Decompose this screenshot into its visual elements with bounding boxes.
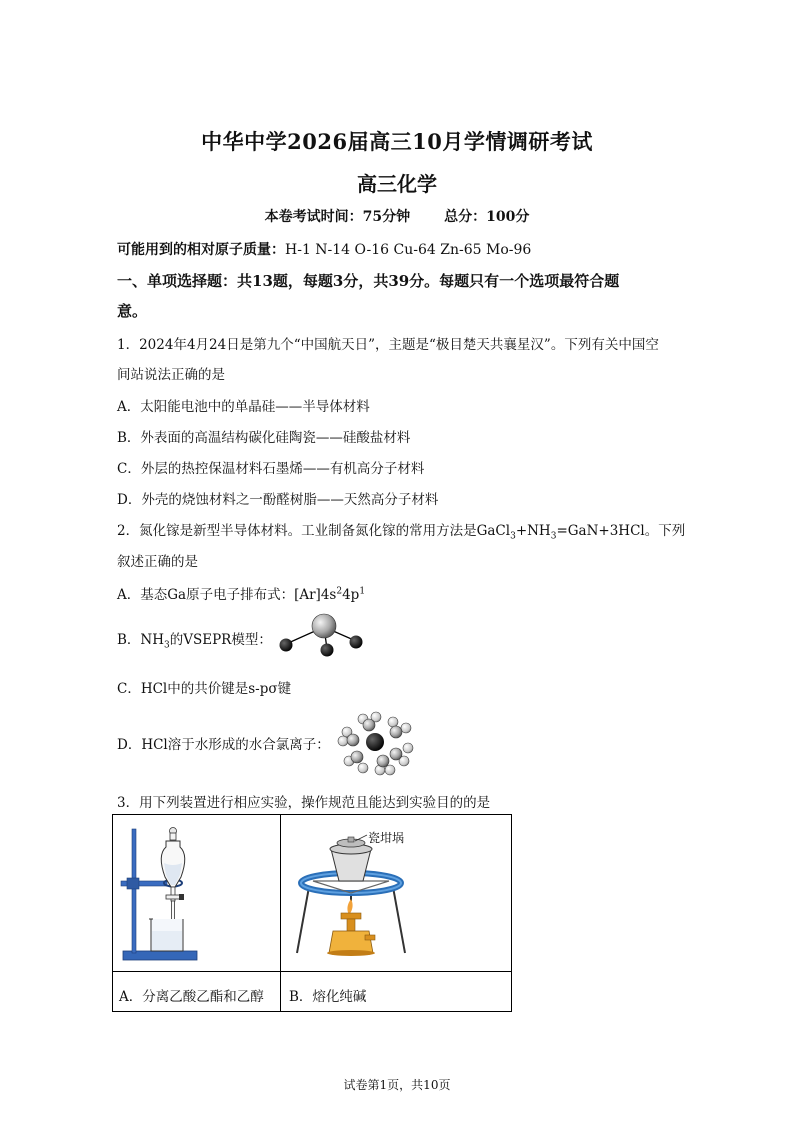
- q2-stem-line1: [117, 519, 686, 542]
- q1-option-c: C．外层的热控保温材料石墨烯——有机高分子材料: [117, 461, 425, 477]
- water-molecule-top-right: [388, 717, 411, 738]
- nh3-bond-atom-right: [350, 636, 363, 649]
- q3-stem: 3．用下列装置进行相应实验，操作规范且能达到实验目的的是: [117, 795, 491, 811]
- chloride-ion: [366, 733, 384, 751]
- water-molecule-bottom-left: [344, 751, 368, 773]
- page-footer: 试卷第1页，共10页: [343, 1078, 451, 1092]
- q2-option-a-sup2: 1: [359, 586, 366, 597]
- q1-option-a: A．太阳能电池中的单晶硅——半导体材料: [117, 399, 370, 415]
- q2-stem-text-c: =GaN+3HCl。下列: [556, 523, 686, 539]
- atomic-masses-values: H-1 N-14 O-16 Cu-64 Zn-65 Mo-96: [285, 242, 532, 258]
- subject-title: 高三化学: [357, 172, 437, 196]
- atomic-masses: [117, 239, 531, 259]
- exam-title: 中华中学2026届高三10月学情调研考试: [201, 129, 593, 154]
- crucible-label: 瓷坩埚: [368, 831, 405, 845]
- section1-heading-line2: 意。: [117, 302, 148, 320]
- nh3-bond-atom-left: [280, 639, 293, 652]
- vsepr-model-diagram: [272, 612, 372, 662]
- q3-apparatus-table: [112, 814, 512, 1012]
- q2-option-b-text-b: 的VSEPR模型：: [169, 632, 272, 648]
- atomic-masses-label: 可能用到的相对原子质量：: [117, 242, 285, 258]
- q1-stem-line1: 1．2024年4月24日是第九个“中国航天日”，主题是“极目楚天共襄星汉”。下列有关中国空: [117, 337, 659, 353]
- q3-cell-a-label: A．分离乙酸乙酯和乙醇: [119, 989, 264, 1005]
- q2-option-d: D．HCl溶于水形成的水合氯离子：: [117, 737, 330, 753]
- hydrated-chloride-ion-diagram: [338, 708, 414, 776]
- q2-option-a-text-b: 4p: [342, 587, 360, 603]
- q2-option-a: [117, 583, 365, 603]
- nh3-bond-atom-bottom: [321, 644, 334, 657]
- q2-option-c: C．HCl中的共价键是s-pσ键: [117, 681, 292, 697]
- exam-time: 本卷考试时间：75分钟: [264, 209, 411, 225]
- water-molecule-top: [358, 712, 381, 731]
- q1-option-b: B．外表面的高温结构碳化硅陶瓷——硅酸盐材料: [117, 430, 411, 446]
- q2-stem-sub2: 3: [550, 531, 557, 542]
- q2-stem-text-b: +NH: [515, 523, 551, 539]
- q2-stem-sub1: 3: [510, 531, 516, 542]
- q2-option-a-sup1: 2: [336, 586, 343, 597]
- exam-info: [0, 206, 794, 226]
- q2-option-b-text: B．NH: [117, 632, 165, 648]
- q2-option-a-text: A．基态Ga原子电子排布式：[Ar]4s: [117, 587, 337, 603]
- section1-heading-line1: 一、单项选择题：共13题，每题3分，共39分。每题只有一个选项最符合题: [117, 272, 620, 290]
- table-divider-vertical: [280, 815, 281, 1011]
- separatory-funnel-apparatus: [119, 823, 199, 969]
- water-molecule-left: [338, 727, 359, 746]
- q3-cell-b-label: B．熔化纯碱: [289, 989, 367, 1005]
- exam-total-score: 总分：100分: [444, 209, 530, 225]
- water-molecule-right: [390, 743, 413, 766]
- q1-stem-line2: 间站说法正确的是: [117, 367, 225, 383]
- table-divider-horizontal: [113, 971, 511, 972]
- q2-stem-line2: 叙述正确的是: [117, 554, 198, 570]
- q2-option-b-sub: 3: [164, 640, 170, 651]
- q2-stem-text-a: 2．氮化镓是新型半导体材料。工业制备氮化镓的常用方法是GaCl: [117, 523, 511, 539]
- q2-option-b: [117, 628, 272, 651]
- nh3-central-atom: [312, 614, 336, 638]
- q1-option-d: D．外壳的烧蚀材料之一酚醛树脂——天然高分子材料: [117, 492, 439, 508]
